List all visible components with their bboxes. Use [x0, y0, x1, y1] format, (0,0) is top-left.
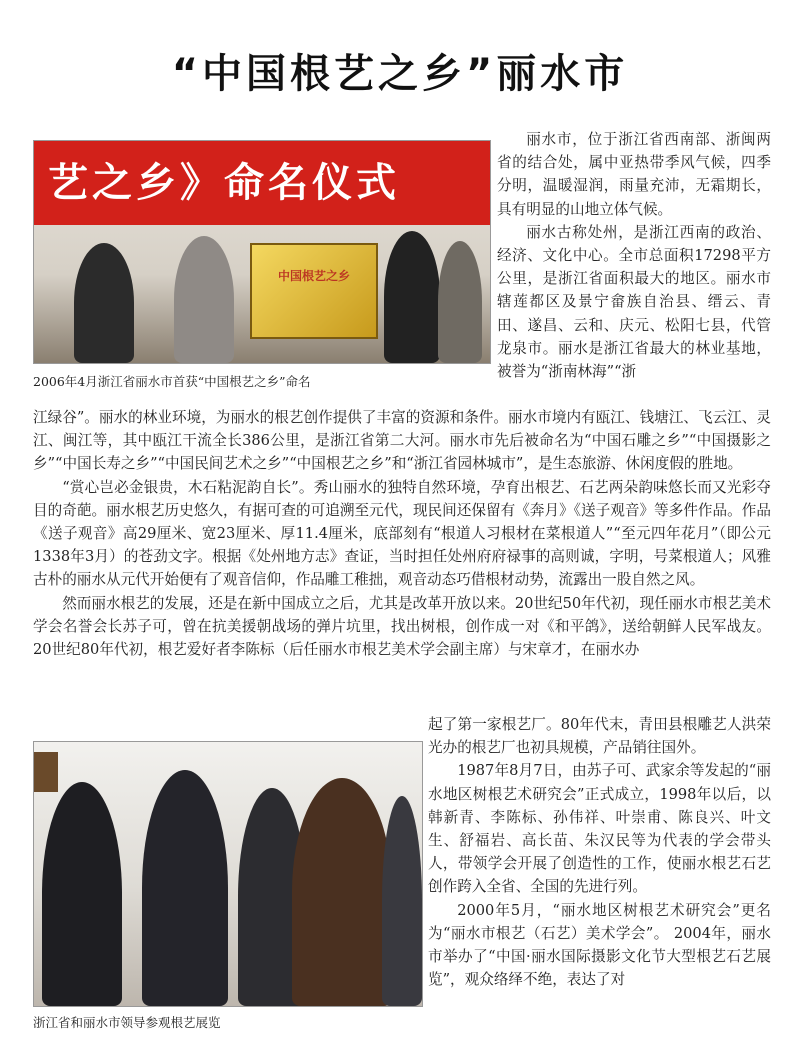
- article-column-right-bottom: [428, 713, 771, 991]
- paragraph-development: 然而丽水根艺的发展，还是在新中国成立之后，尤其是改革开放以来。20世纪50年代初，现任丽水市根艺美术学会名誉会长苏子可，曾在抗美援朝战场的弹片坑里，找出树根，创作成一对《和平鸽》，送给朝鲜人民军战友。20世纪80年代初，根艺爱好者李陈标（后任丽水市根艺美术学会副主席）与宋章才，在丽水办: [33, 594, 771, 659]
- paragraph-renaming: 2000年5月，“丽水地区树根艺术研究会”更名为“丽水市根艺（石艺）美术学会”。 2004年，丽水市举办了“中国·丽水国际摄影文化节大型根艺石艺展览”，观众络绎不绝，表达了对: [428, 901, 771, 989]
- paragraph-development-cont: 起了第一家根艺厂。80年代末，青田县根雕艺人洪荣光办的根艺厂也初具规模，产品销往国外。: [428, 716, 771, 757]
- award-plaque: [250, 243, 378, 339]
- photo1-caption: 2006年4月浙江省丽水市首获“中国根艺之乡”命名: [33, 374, 311, 389]
- article-column-right-top: [497, 128, 771, 383]
- photo-naming-ceremony: [33, 140, 491, 364]
- person-figure: [384, 231, 440, 363]
- page-title: “中国根艺之乡”丽水市: [171, 51, 629, 97]
- person-figure: [438, 241, 482, 363]
- paragraph-society: 1987年8月7日，由苏子可、武家余等发起的“丽水地区树根艺术研究会”正式成立，1998年以后，以韩新青、李陈标、孙伟祥、叶崇甫、陈良兴、叶文生、舒福岩、高长苗、朱汉民等为代表的学会带头人，带领学会开展了创造性的工作，使丽水根艺石艺创作跨入全省、全国的先进行列。: [428, 762, 771, 896]
- article-full-width-top: [33, 406, 771, 661]
- person-figure: [382, 796, 422, 1006]
- person-figure: [174, 236, 234, 363]
- photo2-caption: 浙江省和丽水市领导参观根艺展览: [33, 1015, 221, 1030]
- photo-leaders-visiting-exhibition: [33, 741, 423, 1007]
- ceremony-banner: 艺之乡》命名仪式: [34, 141, 491, 225]
- person-figure: [292, 778, 392, 1006]
- paragraph-intro: 丽水市，位于浙江省西南部、浙闽两省的结合处，属中亚热带季风气候，四季分明，温暖湿润，雨量充沛，无霜期长，具有明显的山地立体气候。: [497, 131, 771, 218]
- paragraph-history: 丽水古称处州，是浙江西南的政治、经济、文化中心。全市总面积17298平方公里，是浙江省面积最大的地区。丽水市辖莲都区及景宁畲族自治县、缙云、青田、遂昌、云和、庆元、松阳七县，代管龙泉市。丽水是浙江省最大的林业基地，被誉为“浙南林海”“浙: [497, 223, 771, 381]
- artwork-frame: [34, 752, 58, 792]
- paragraph-origin: “赏心岂必金银贵，木石粘泥韵自长”。秀山丽水的独特自然环境，孕育出根艺、石艺两朵韵味悠长而又光彩夺目的奇葩。丽水根艺历史悠久，有据可查的可追溯至元代，现民间还保留有《奔月》《送子观音》等多件作品。作品《送子观音》高29厘米、宽23厘米、厚11.4厘米，底部刻有“根道人习根材在菜根道人”“至元四年花月”（即公元1338年3月）的苍劲文字。根据《处州地方志》查证，当时担任处州府府禄事的高则诚，字明，号菜根道人；风雅古朴的丽水从元代开始便有了观音信仰，作品雕工稚拙，观音动态巧借根材动势，流露出一股自然之风。: [33, 478, 771, 589]
- person-figure: [142, 770, 228, 1006]
- plaque-text: 中国根艺之乡: [277, 269, 350, 283]
- paragraph-history-cont: 江绿谷”。丽水的林业环境，为丽水的根艺创作提供了丰富的资源和条件。丽水市境内有瓯江、钱塘江、飞云江、灵江、闽江等，其中瓯江干流全长386公里，是浙江省第二大河。丽水市先后被命名为“中国石雕之乡”“中国摄影之乡”“中国长寿之乡”“中国民间艺术之乡”“中国根艺之乡”和“浙江省园林城市”，是生态旅游、休闲度假的胜地。: [33, 409, 771, 473]
- person-figure: [42, 782, 122, 1006]
- person-figure: [74, 243, 134, 363]
